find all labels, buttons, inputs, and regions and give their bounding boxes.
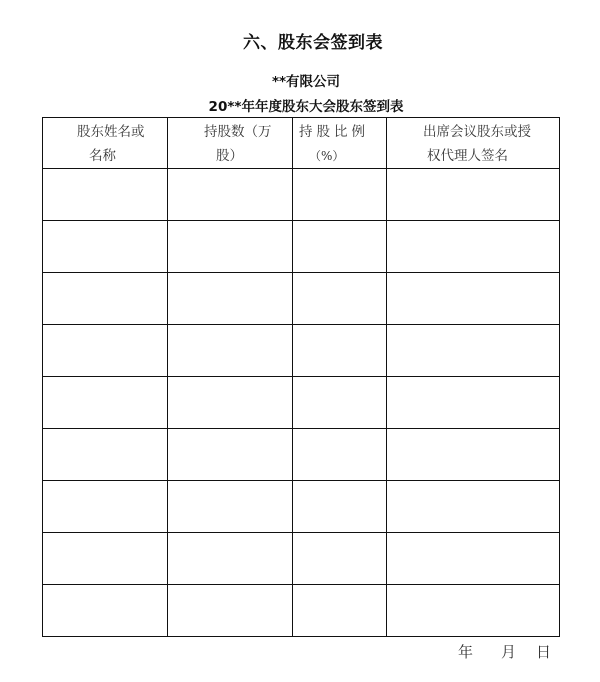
cell-share-ratio[interactable] xyxy=(293,325,387,377)
header-attendee-signature-line2: 权代理人签名 xyxy=(427,148,508,164)
cell-share-ratio[interactable] xyxy=(293,429,387,481)
table-row xyxy=(43,429,560,481)
cell-shares-held[interactable] xyxy=(168,481,293,533)
date-line xyxy=(458,641,551,662)
cell-shareholder-name[interactable] xyxy=(43,325,168,377)
cell-attendee-signature[interactable] xyxy=(387,481,560,533)
table-row xyxy=(43,533,560,585)
cell-shareholder-name[interactable] xyxy=(43,169,168,221)
cell-attendee-signature[interactable] xyxy=(387,533,560,585)
header-share-ratio-line2: （%） xyxy=(309,149,345,163)
section-title: 六、股东会签到表 xyxy=(243,33,383,53)
header-shareholder-name-line1: 股东姓名或 xyxy=(77,124,145,140)
table-header-row xyxy=(43,118,560,169)
cell-share-ratio[interactable] xyxy=(293,377,387,429)
cell-attendee-signature[interactable] xyxy=(387,429,560,481)
cell-shareholder-name[interactable] xyxy=(43,481,168,533)
date-month-label: 月 xyxy=(501,643,517,661)
cell-shareholder-name[interactable] xyxy=(43,273,168,325)
cell-attendee-signature[interactable] xyxy=(387,325,560,377)
cell-attendee-signature[interactable] xyxy=(387,169,560,221)
table-row xyxy=(43,273,560,325)
cell-share-ratio[interactable] xyxy=(293,169,387,221)
cell-shares-held[interactable] xyxy=(168,585,293,637)
table-row xyxy=(43,221,560,273)
cell-shares-held[interactable] xyxy=(168,429,293,481)
cell-shareholder-name[interactable] xyxy=(43,221,168,273)
date-year-label: 年 xyxy=(458,643,474,661)
header-share-ratio xyxy=(293,118,387,169)
header-attendee-signature xyxy=(387,118,560,169)
table-row xyxy=(43,377,560,429)
cell-share-ratio[interactable] xyxy=(293,585,387,637)
cell-attendee-signature[interactable] xyxy=(387,221,560,273)
header-shares-held xyxy=(168,118,293,169)
cell-attendee-signature[interactable] xyxy=(387,585,560,637)
date-day-label: 日 xyxy=(536,643,552,661)
header-share-ratio-line1: 持股比例 xyxy=(299,124,369,140)
cell-share-ratio[interactable] xyxy=(293,221,387,273)
cell-share-ratio[interactable] xyxy=(293,273,387,325)
cell-shares-held[interactable] xyxy=(168,169,293,221)
header-shareholder-name xyxy=(43,118,168,169)
header-attendee-signature-line1: 出席会议股东或授 xyxy=(423,124,531,140)
table-row xyxy=(43,481,560,533)
cell-shareholder-name[interactable] xyxy=(43,533,168,585)
header-shares-held-line1: 持股数（万 xyxy=(204,124,272,140)
header-shareholder-name-line2: 名称 xyxy=(89,148,116,164)
table-row xyxy=(43,585,560,637)
cell-shareholder-name[interactable] xyxy=(43,377,168,429)
cell-shares-held[interactable] xyxy=(168,273,293,325)
table-body xyxy=(43,169,560,637)
cell-attendee-signature[interactable] xyxy=(387,377,560,429)
cell-shares-held[interactable] xyxy=(168,533,293,585)
cell-share-ratio[interactable] xyxy=(293,533,387,585)
cell-shareholder-name[interactable] xyxy=(43,429,168,481)
cell-shares-held[interactable] xyxy=(168,325,293,377)
sheet-subtitle: 20**年年度股东大会股东签到表 xyxy=(208,99,404,115)
header-shares-held-line2: 股） xyxy=(216,148,243,164)
table-row xyxy=(43,325,560,377)
cell-share-ratio[interactable] xyxy=(293,481,387,533)
cell-attendee-signature[interactable] xyxy=(387,273,560,325)
company-name: **有限公司 xyxy=(271,74,341,90)
cell-shares-held[interactable] xyxy=(168,221,293,273)
table-row xyxy=(43,169,560,221)
cell-shareholder-name[interactable] xyxy=(43,585,168,637)
cell-shares-held[interactable] xyxy=(168,377,293,429)
sign-in-table xyxy=(42,117,560,637)
